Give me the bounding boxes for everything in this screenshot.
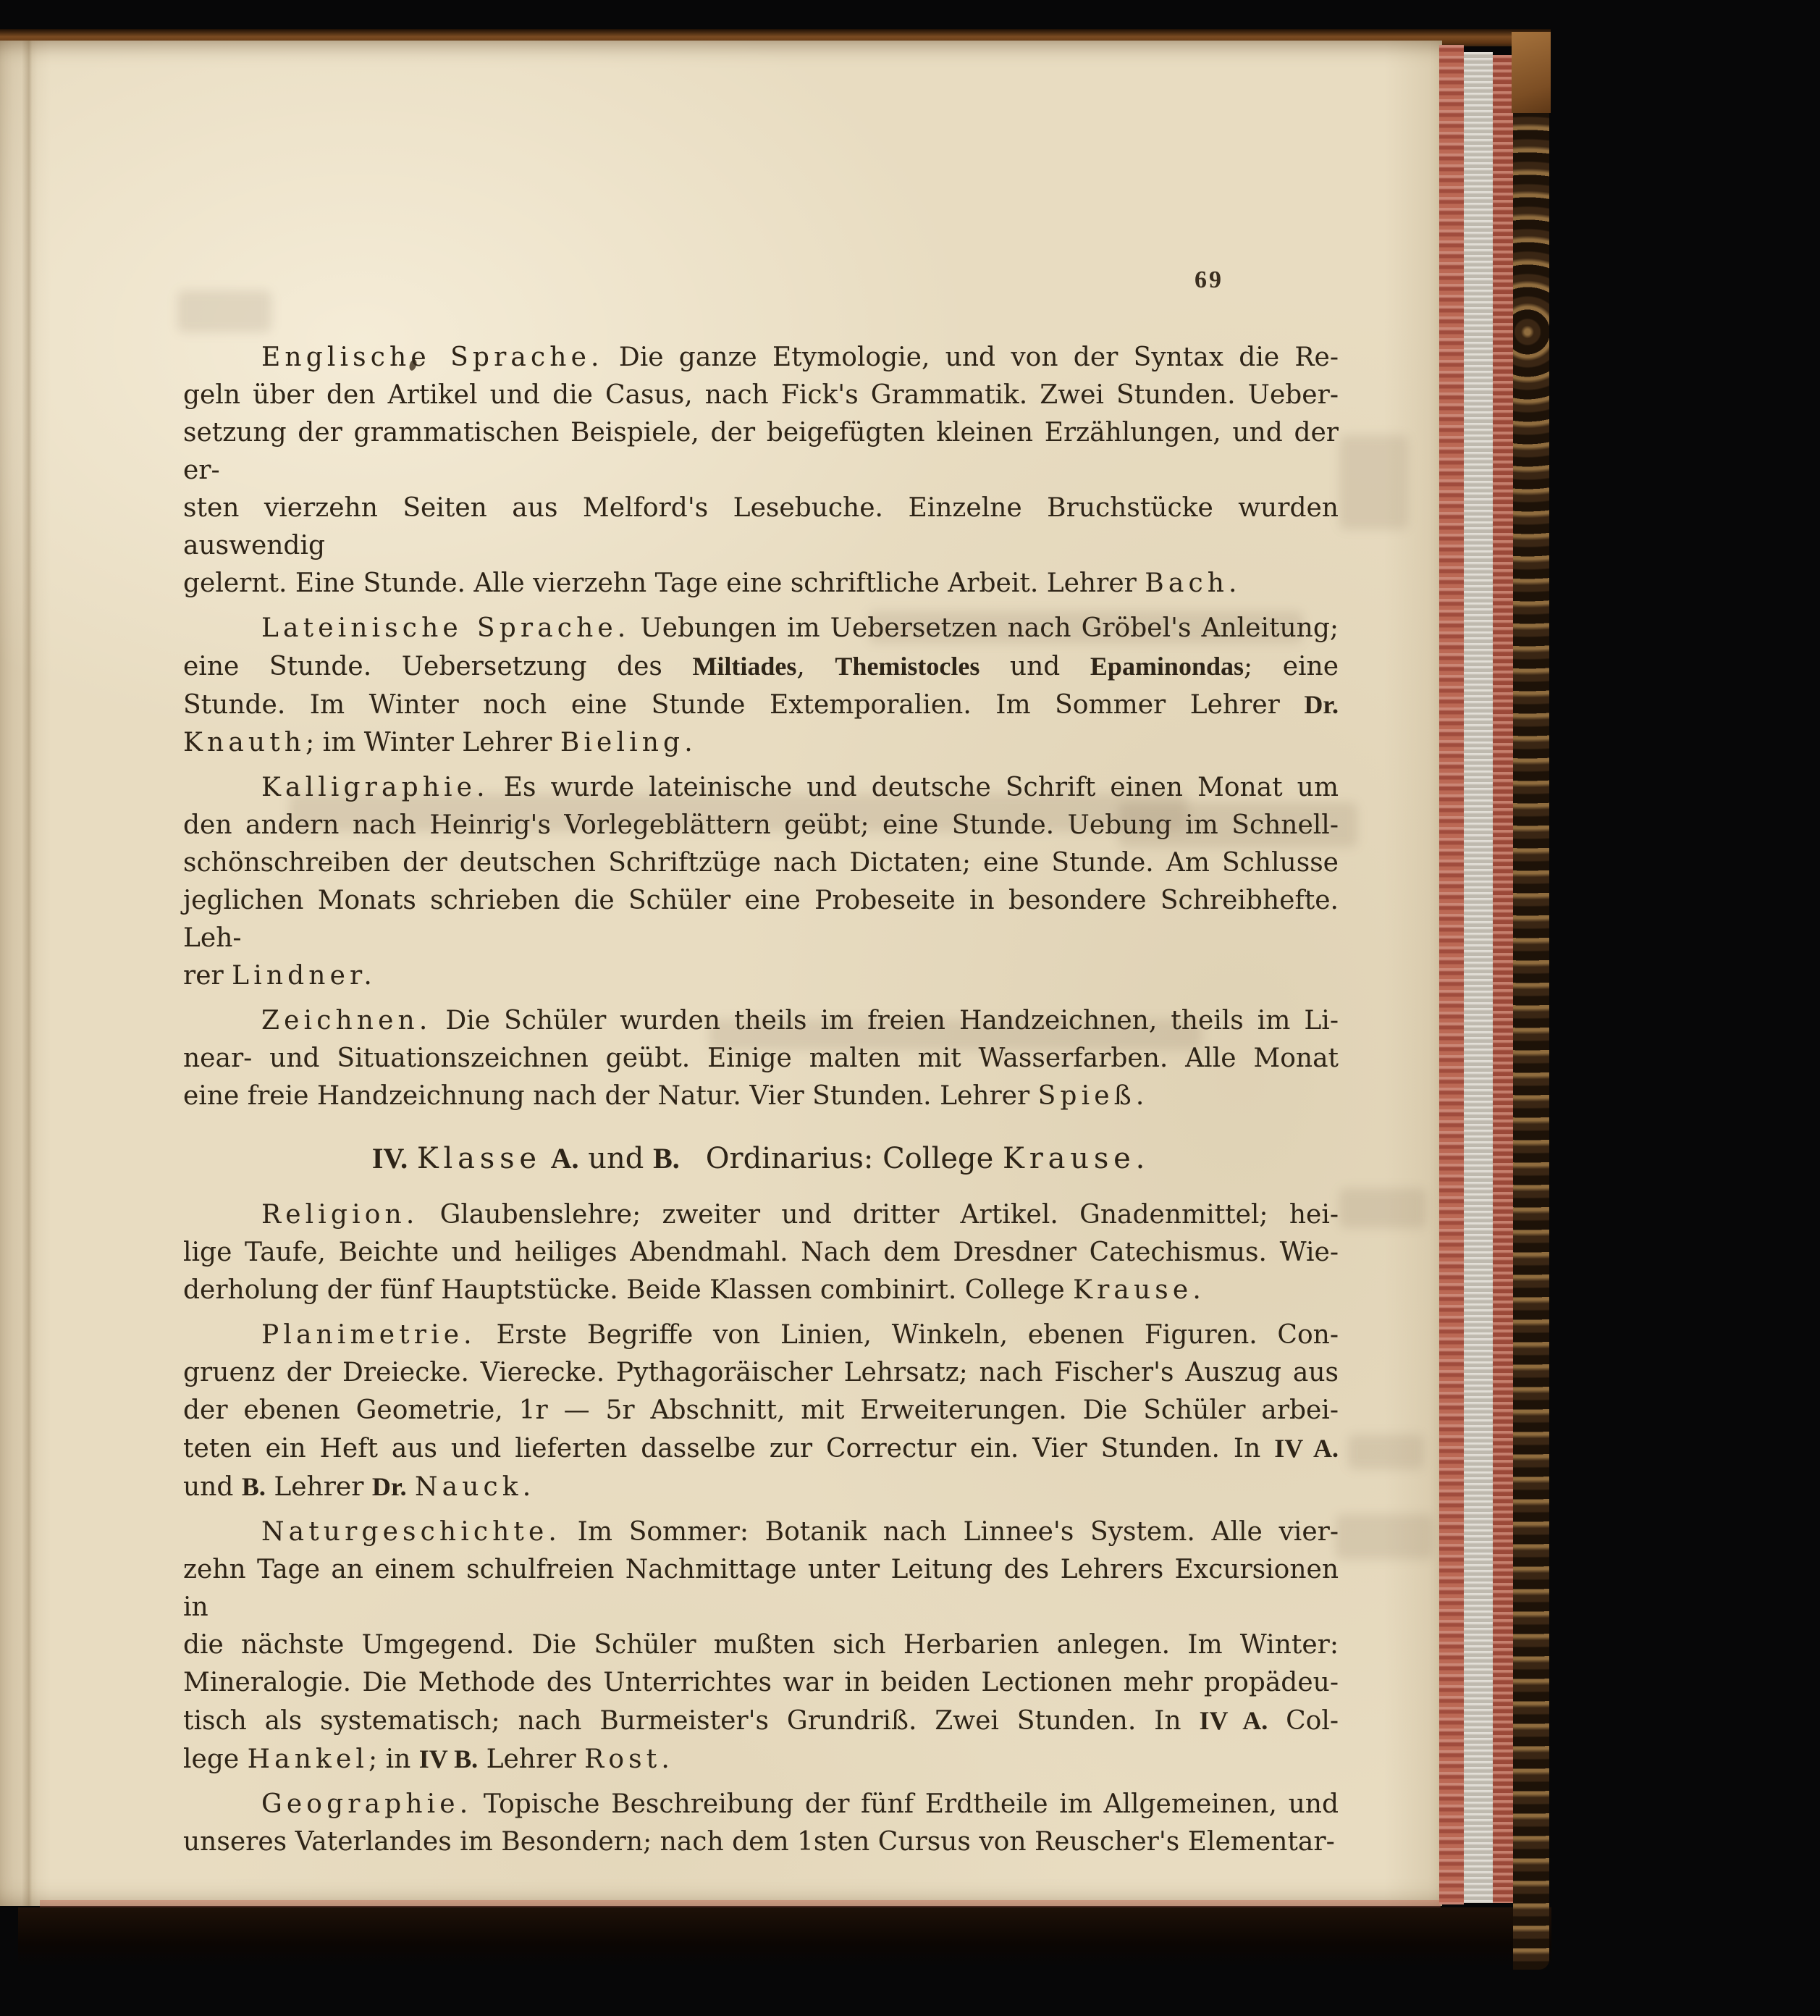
- text-segment: [408, 1142, 417, 1175]
- text-segment: B.: [241, 1472, 266, 1501]
- paragraph-geographie: [183, 1786, 1339, 1861]
- fore-edge-red-strip: [1439, 45, 1464, 1904]
- text-segment: und: [578, 1142, 654, 1175]
- heading-klasse-iv: [183, 1140, 1339, 1177]
- text-segment: ; im Winter Lehrer: [306, 728, 560, 757]
- text-line: [183, 1196, 1339, 1234]
- text-line: [183, 1429, 1339, 1468]
- text-segment: near- und Situationszeichnen geübt. Einige malten mit Wasserfarben. Alle Monat: [183, 1043, 1339, 1073]
- text-segment: [407, 1472, 415, 1502]
- text-segment: Ordinarius: College: [705, 1142, 1003, 1175]
- text-line: [183, 882, 1339, 957]
- text-segment: den andern nach Heinrig's Vorlegeblättern geübt; eine Stunde. Uebung im Schnell-: [183, 810, 1339, 840]
- text-segment: Krause.: [1073, 1275, 1205, 1305]
- fore-edge-light-strip: [1464, 52, 1493, 1903]
- text-segment: Zeichnen.: [261, 1006, 432, 1036]
- text-segment: Geographie.: [261, 1789, 473, 1819]
- text-segment: ; eine: [1244, 652, 1339, 681]
- text-segment: Krause.: [1003, 1142, 1150, 1175]
- text-segment: Bach.: [1145, 568, 1242, 598]
- text-segment: Klasse: [416, 1142, 542, 1175]
- text-segment: Knauth: [183, 728, 306, 757]
- text-segment: ; in: [368, 1744, 419, 1774]
- book-page: [0, 41, 1442, 1906]
- text-segment: Lehrer: [265, 1472, 372, 1502]
- paragraph-lateinische-sprache: [183, 610, 1339, 762]
- paragraph-kalligraphie: [183, 769, 1339, 995]
- text-line: [183, 957, 1339, 995]
- text-line: [183, 1702, 1339, 1740]
- text-segment: schönschreiben der deutschen Schriftzüge nach Dictaten; eine Stunde. Am Schlusse: [183, 848, 1339, 878]
- text-line: [183, 1234, 1339, 1272]
- marbled-cover-board: [1513, 109, 1549, 1970]
- text-segment: Im Sommer: Botanik nach Linnee's System. Alle vier-: [561, 1517, 1339, 1547]
- text-segment: Die Schüler wurden theils im freien Handzeichnen, theils im Li-: [431, 1006, 1339, 1036]
- text-segment: IV B.: [418, 1744, 479, 1773]
- text-segment: Kalligraphie.: [261, 773, 489, 802]
- text-segment: [542, 1142, 551, 1175]
- text-line: [183, 1354, 1339, 1392]
- book-bottom-shadow: [18, 1907, 1551, 1974]
- paragraph-naturgeschichte: [183, 1513, 1339, 1778]
- text-segment: IV A.: [1274, 1434, 1339, 1463]
- text-segment: Uebungen im Uebersetzen nach Gröbel's Anleitung;: [630, 613, 1339, 643]
- text-segment: Planimetrie.: [261, 1320, 476, 1350]
- text-segment: lege: [183, 1744, 248, 1774]
- fore-edge-red-strip-2: [1493, 55, 1513, 1903]
- text-segment: setzung der grammatischen Beispiele, der beigefügten kleinen Erzählungen, und der er-: [183, 418, 1339, 485]
- text-segment: Bieling.: [560, 728, 697, 757]
- text-line: [183, 339, 1339, 377]
- text-segment: unseres Vaterlandes im Besondern; nach dem 1sten Cursus von Reuscher's Elementar-: [183, 1827, 1335, 1857]
- text-segment: Dr.: [371, 1472, 407, 1501]
- text-segment: tisch als systematisch; nach Burmeister's Grundriß. Zwei Stunden. In: [183, 1706, 1200, 1736]
- text-line: [183, 686, 1339, 724]
- paragraph-religion: [183, 1196, 1339, 1309]
- text-line: [183, 769, 1339, 807]
- text-segment: Hankel: [247, 1744, 369, 1774]
- text-segment: sten vierzehn Seiten aus Melford's Lesebuche. Einzelne Bruchstücke wurden auswendig: [183, 493, 1339, 560]
- text-line: [183, 724, 1339, 762]
- text-segment: Naturgeschichte.: [261, 1517, 561, 1547]
- text-segment: Dr.: [1304, 690, 1339, 719]
- text-segment: Lindner.: [232, 961, 376, 991]
- text-line: [183, 1040, 1339, 1078]
- bleedthrough-smudge: [1348, 1435, 1424, 1469]
- text-line: [183, 414, 1339, 490]
- page-gutter-crease: [22, 41, 38, 1906]
- text-segment: die nächste Umgegend. Die Schüler mußten sich Herbarien anlegen. Im Winter:: [183, 1630, 1339, 1660]
- text-segment: Miltiades: [692, 652, 797, 681]
- text-segment: Nauck.: [415, 1472, 536, 1502]
- text-line: [183, 1078, 1339, 1115]
- text-segment: teten ein Heft aus und lieferten dasselbe zur Correctur ein. Vier Stunden. In: [183, 1434, 1275, 1463]
- text-segment: Stunde. Im Winter noch eine Stunde Extemporalien. Im Sommer Lehrer: [183, 690, 1305, 720]
- text-segment: B.: [653, 1142, 680, 1175]
- text-segment: zehn Tage an einem schulfreien Nachmittage unter Leitung des Lehrers Excursionen in: [183, 1555, 1339, 1622]
- text-segment: Col-: [1268, 1706, 1339, 1736]
- text-line: [183, 610, 1339, 647]
- paragraph-planimetrie: [183, 1316, 1339, 1506]
- text-segment: Lateinische Sprache.: [261, 613, 631, 643]
- text-line: [183, 1392, 1339, 1429]
- text-segment: lige Taufe, Beichte und heiliges Abendmahl. Nach dem Dresdner Catechismus. Wie-: [183, 1238, 1339, 1267]
- text-segment: A.: [550, 1142, 579, 1175]
- page-number: 69: [1195, 266, 1223, 293]
- text-block: [183, 339, 1339, 1861]
- leather-cover-corner: [1512, 32, 1551, 113]
- text-line: [183, 377, 1339, 414]
- text-line: [183, 1316, 1339, 1354]
- text-line: [183, 490, 1339, 565]
- text-line: [183, 1551, 1339, 1626]
- text-line: [183, 1626, 1339, 1664]
- text-line: [183, 844, 1339, 882]
- text-segment: Lehrer: [478, 1744, 585, 1774]
- text-segment: Topische Beschreibung der fünf Erdtheile im Allgemeinen, und: [472, 1789, 1339, 1819]
- text-segment: Religion.: [261, 1200, 419, 1230]
- text-line: [183, 1468, 1339, 1506]
- text-segment: jeglichen Monats schrieben die Schüler eine Probeseite in besondere Schreibhefte. Leh-: [183, 886, 1339, 953]
- text-line: [183, 1002, 1339, 1040]
- text-segment: gruenz der Dreiecke. Vierecke. Pythagoräischer Lehrsatz; nach Fischer's Auszug aus: [183, 1358, 1339, 1387]
- text-segment: Erste Begriffe von Linien, Winkeln, ebenen Figuren. Con-: [476, 1320, 1339, 1350]
- text-line: [183, 1513, 1339, 1551]
- text-segment: derholung der fünf Hauptstücke. Beide Klassen combinirt. College: [183, 1275, 1074, 1305]
- text-segment: IV A.: [1199, 1706, 1268, 1735]
- text-segment: Glaubenslehre; zweiter und dritter Artikel. Gnadenmittel; hei-: [418, 1200, 1339, 1230]
- text-line: [183, 807, 1339, 844]
- text-segment: eine Stunde. Uebersetzung des: [183, 652, 693, 681]
- paragraph-englische-sprache: [183, 339, 1339, 602]
- text-segment: geln über den Artikel und die Casus, nach Fick's Grammatik. Zwei Stunden. Ueber-: [183, 380, 1339, 410]
- text-line: [183, 1740, 1339, 1778]
- text-line: [183, 1823, 1339, 1861]
- text-segment: der ebenen Geometrie, 1r — 5r Abschnitt, mit Erweiterungen. Die Schüler arbei-: [183, 1395, 1339, 1425]
- text-line: [183, 565, 1339, 602]
- text-segment: Es wurde lateinische und deutsche Schrift einen Monat um: [489, 773, 1339, 802]
- text-line: [183, 1786, 1339, 1823]
- bleedthrough-smudge: [177, 290, 271, 332]
- text-segment: IV.: [371, 1142, 408, 1175]
- text-segment: Die ganze Etymologie, und von der Syntax die Re-: [603, 343, 1339, 372]
- text-segment: Spieß.: [1037, 1081, 1149, 1111]
- text-line: [183, 1664, 1339, 1702]
- text-line: [183, 1272, 1339, 1309]
- text-segment: und: [183, 1472, 242, 1502]
- text-segment: Rost.: [584, 1744, 674, 1774]
- text-segment: Epaminondas: [1090, 652, 1244, 681]
- heading-line: [183, 1140, 1339, 1177]
- bleedthrough-smudge: [1336, 1514, 1433, 1559]
- text-segment: rer: [183, 961, 232, 991]
- text-segment: eine freie Handzeichnung nach der Natur. Vier Stunden. Lehrer: [183, 1081, 1038, 1111]
- text-line: [183, 647, 1339, 686]
- text-segment: ,: [796, 652, 835, 681]
- text-segment: Themistocles: [835, 652, 980, 681]
- text-segment: Englische Sprache.: [261, 343, 604, 372]
- text-segment: Mineralogie. Die Methode des Unterrichtes war in beiden Lectionen mehr propädeu-: [183, 1668, 1339, 1697]
- text-segment: gelernt. Eine Stunde. Alle vierzehn Tage eine schriftliche Arbeit. Lehrer: [183, 568, 1145, 598]
- bleedthrough-smudge: [1339, 435, 1408, 529]
- paragraph-zeichnen: [183, 1002, 1339, 1115]
- bleedthrough-smudge: [1339, 1188, 1426, 1228]
- text-segment: und: [979, 652, 1090, 681]
